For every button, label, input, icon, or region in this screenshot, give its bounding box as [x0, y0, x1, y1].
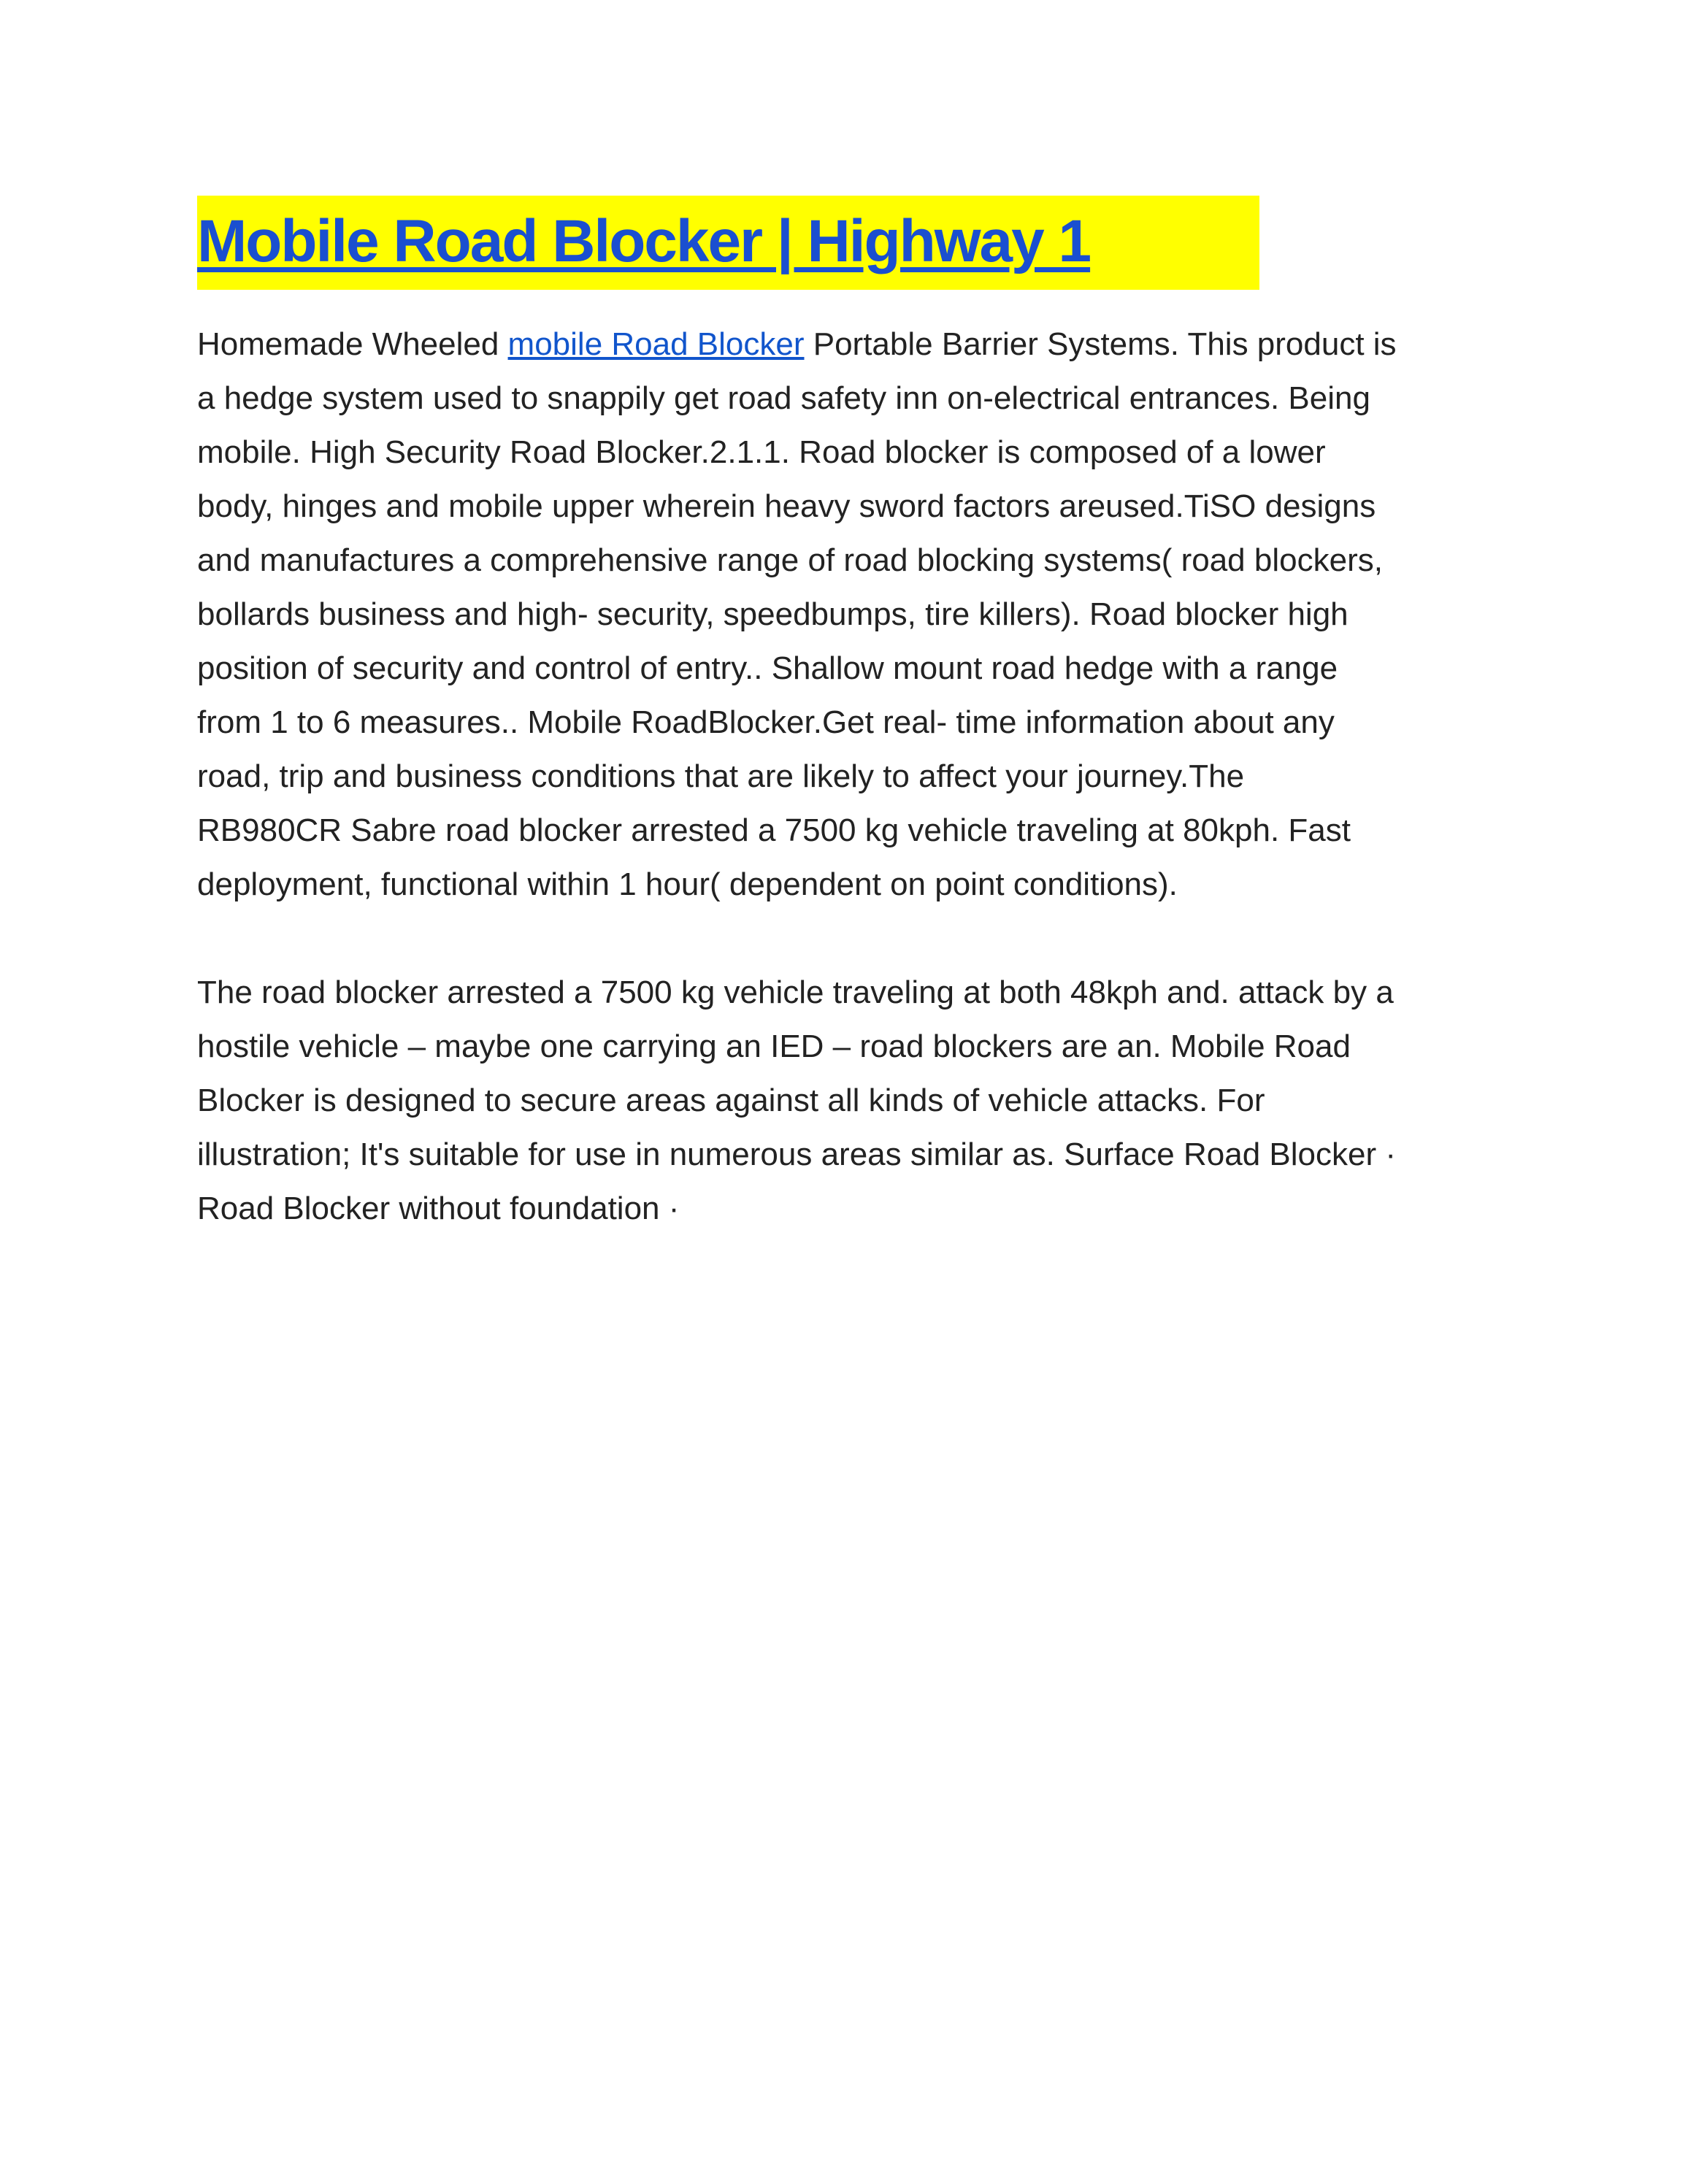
paragraph-spacer — [197, 912, 1511, 966]
paragraph-1-line: deployment, functional within 1 hour( dependent on point conditions). — [197, 866, 1178, 902]
paragraph-2-line: Blocker is designed to secure areas against all kinds of vehicle attacks. For — [197, 1083, 1265, 1118]
page-title[interactable]: Mobile Road Blocker | Highway 1 — [197, 208, 1091, 274]
paragraph-2-line: illustration; It's suitable for use in numerous areas similar as. Surface Road Blocker · — [197, 1137, 1396, 1172]
paragraph-1-line: body, hinges and mobile upper wherein heavy sword factors areused.TiSO designs — [197, 488, 1376, 524]
paragraph-1-line: a hedge system used to snappily get road safety inn on-electrical entrances. Being — [197, 380, 1370, 416]
paragraph-1-line — [197, 318, 1511, 372]
paragraph-1-line: road, trip and business conditions that are likely to affect your journey.The — [197, 758, 1245, 794]
text-span: Portable Barrier Systems. This product is — [804, 326, 1397, 362]
paragraph-2-line: The road blocker arrested a 7500 kg vehicle traveling at both 48kph and. attack by a — [197, 974, 1394, 1010]
paragraph-1-line: and manufactures a comprehensive range of road blocking systems( road blockers, — [197, 542, 1383, 578]
paragraph-2-line: hostile vehicle – maybe one carrying an IED – road blockers are an. Mobile Road — [197, 1028, 1351, 1064]
paragraph-2-line: Road Blocker without foundation · — [197, 1191, 680, 1226]
paragraph-1-line: mobile. High Security Road Blocker.2.1.1. Road blocker is composed of a lower — [197, 434, 1326, 470]
paragraph-1-line: position of security and control of entry.. Shallow mount road hedge with a range — [197, 650, 1338, 686]
text-span: Homemade Wheeled — [197, 326, 508, 362]
document-body — [197, 318, 1511, 1236]
paragraph-1-line: from 1 to 6 measures.. Mobile RoadBlocker.Get real- time information about any — [197, 704, 1335, 740]
title-highlight — [197, 196, 1259, 290]
paragraph-1-line: bollards business and high- security, speedbumps, tire killers). Road blocker high — [197, 596, 1349, 632]
mobile-road-blocker-link[interactable]: mobile Road Blocker — [507, 326, 805, 362]
paragraph-1-line: RB980CR Sabre road blocker arrested a 7500 kg vehicle traveling at 80kph. Fast — [197, 812, 1351, 848]
